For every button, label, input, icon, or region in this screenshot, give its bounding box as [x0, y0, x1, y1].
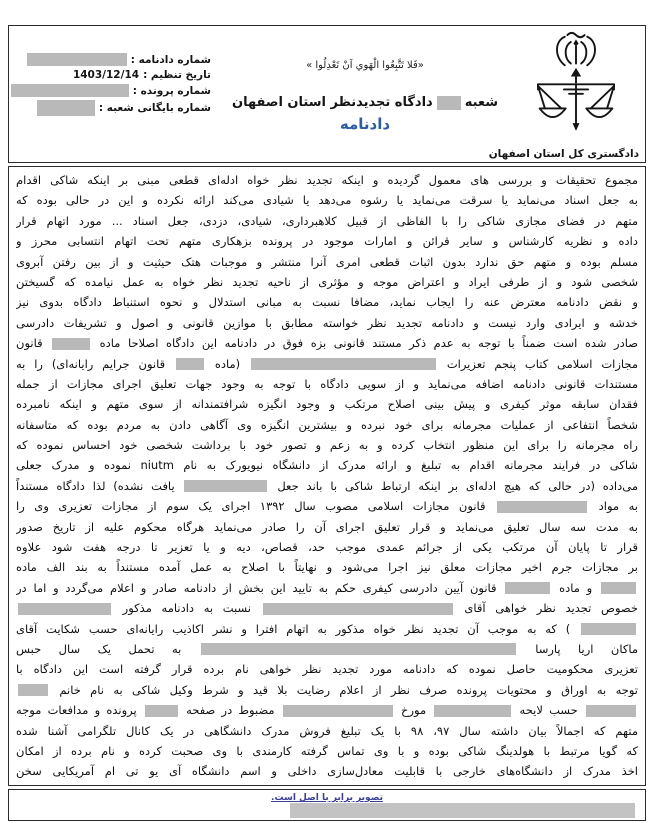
- case-no-label: شماره پرونده :: [132, 84, 211, 97]
- body-line: اخذ مدرک از دانشگاه‌های خارجی با قابلیت معادل‌سازی داخلی و اسم دانشگاه آی یو تی ام آمریکایی سخن: [16, 764, 638, 779]
- body-line: داده و نظریه کارشناس و سایر قرائن و امارات موجود در پرونده بزهکاری متهم تحت اتهام انتسابی محرز و: [16, 234, 638, 249]
- case-no-redaction: [11, 84, 129, 97]
- redaction-box: [601, 582, 636, 594]
- archive-no-redaction: [37, 100, 95, 116]
- quran-verse: «فَلا تَتَّبِعُوا الْهَوي اَنْ تَعْدِلُوا »: [306, 60, 424, 71]
- redaction-box: [251, 358, 436, 370]
- archive-no-label: شماره بایگانی شعبه :: [98, 102, 211, 114]
- body-line: خدشه و ایرادی وارد نیست و دادنامه تجدید نظر خواسته مطابق با موازین قانونی و اصول و تشریفات دادرسی: [16, 315, 638, 330]
- body-line: متهم که اجمالاً بیان داشته سال ۹۷، ۹۸ با یک تبلیغ فروش مدرک دانشگاهی در یک کانال تلگرامی آشنا شده: [16, 723, 638, 738]
- redaction-box: [145, 705, 178, 717]
- body-line: تعزیری محکومیت حاصل نموده که دادنامه مورد تجدید نظر خواهی نام برده قرار گرفته است این دادگاه با: [16, 662, 638, 677]
- redaction-box: [586, 705, 636, 717]
- body-line: فقدان سابقه موثر کیفری و پیش بینی اصلاح مرتکب و وجود انگیزه شرافتمندانه از سوی متهم و اینکه نامبرده: [16, 397, 638, 412]
- judgment-no-label: شماره دادنامه :: [130, 53, 211, 66]
- redaction-box: [18, 684, 48, 696]
- redaction-box: [18, 603, 111, 615]
- redaction-box: [201, 643, 516, 655]
- court-name: دادگاه تجدیدنظر استان اصفهان: [231, 95, 433, 110]
- body-line: به جعل اسناد می‌نماید یا سرقت می‌نماید یا رشوه می‌دهد یا شیادی می‌کند ارائه نکرده و این در حالی بوده که: [16, 193, 638, 208]
- body-line: شاکی در فرایند مجرمانه اقدام به تبلیغ و ارائه مدرک از دانشگاه نیویورک به نام niutm نموده و مدرک جعلی: [16, 458, 638, 473]
- meta-row-archive-no: [9, 100, 211, 116]
- body-line: و ماده قانون آیین دادرسی کیفری حکم به تایید این بخش از دادنامه صادر و اعلام می‌گردد و اما در: [16, 578, 638, 598]
- body-line: حسب لایحه مورخ مضبوط در صفحه پرونده و مدافعات موجه: [16, 700, 638, 720]
- redaction-box: [581, 623, 636, 635]
- meta-row-case-no: [9, 84, 211, 97]
- body-line: خصوص تجدید نظر خواهی آقای نسبت به دادنامه مذکور: [16, 598, 638, 618]
- body-line: متهم در فضای مجازی شاکی را با الفاظی از قبیل کلاهبرداری، شیادی، دزدی، جعل اسناد ... مورد اتهام قرار: [16, 213, 638, 228]
- judiciary-scales-emblem-icon: [529, 128, 623, 147]
- header-box: [8, 25, 646, 163]
- body-line: قرار تا پایان آن مرتکب یکی از جرائم عمدی موجب حد، قصاص، دیه و یا تعزیر تا درجه هفت شود علاوه: [16, 540, 638, 555]
- body-line: و نقض دادنامه معترض عنه را ایجاب نماید، مضافا نسبت به مبانی استدلال و نحوه استنباط دادگاه بدوی نیز: [16, 295, 638, 310]
- redaction-box: [434, 705, 511, 717]
- header-emblem-block: [488, 29, 639, 160]
- redaction-box: [176, 358, 204, 370]
- redaction-box: [497, 501, 587, 513]
- judgment-body-text: [16, 170, 638, 782]
- body-line: توجه به اوراق و محتویات پرونده صرف نظر از اعلام رضایت بلا قید و شرط وکیل شاکی به نام خانم: [16, 680, 638, 700]
- body-line: بر مجازات جرم اخیر مجازات معلق نیز اجرا می‌شود و نهایتاً با اصلاح به عمل آمده مستنداً به بند الف ماده: [16, 560, 638, 575]
- body-box: [8, 166, 646, 786]
- header-meta-block: [9, 53, 211, 119]
- redaction-box: [184, 480, 267, 492]
- body-line: ) که به موجب آن تجدید نظر خواه مذکور به اتهام افترا و نشر اکاذیب رایانه‌ای حسب شکایت آقای: [16, 619, 638, 639]
- body-line: شخصاً انتفاعی از عملیات مجرمانه برای خود نبرده و بیشترین انگیزه وی آگاهی دادن به مردم بوده که متاسفانه: [16, 417, 638, 432]
- meta-row-judgment-no: [9, 53, 211, 66]
- body-line: شخصی شود و از طرفی ایراد و اعتراض موجه و مؤثری از ناحیه تجدید نظر خواه به عمل نیامده که گسیختن: [16, 274, 638, 289]
- judgment-no-redaction: [27, 53, 127, 66]
- meta-row-date: [9, 69, 211, 81]
- date-value: 1403/12/14: [72, 69, 140, 81]
- redaction-box: [263, 603, 453, 615]
- header-center-block: [215, 26, 515, 133]
- org-name: دادگستری کل استان اصفهان: [488, 148, 639, 160]
- body-line: به مواد قانون مجازات اسلامی مصوب سال ۱۳۹۲ اجرای یک سوم از مجازات تعزیری وی را: [16, 499, 638, 514]
- branch-no-redaction: [437, 96, 461, 110]
- body-line: ماکان اریا پارسا به تحمل یک سال حبس: [16, 641, 638, 656]
- redaction-box: [505, 582, 550, 594]
- document: [8, 25, 646, 821]
- body-line: که گویا مرتبط با هولدینگ شاکی بوده و با وی تماس گرفته کارمندی با وی صحبت کرده و نام برده از امکان: [16, 743, 638, 758]
- body-line: مسلم بوده و متهم حق ندارد بدون اثبات قطعی امری آنرا منتشر و موجبات هتک حیثیت و از بین رفتن آبروی: [16, 254, 638, 269]
- body-line: صادر شده است ضمناً با توجه به عدم ذکر مستند قانونی بزه فوق در دادنامه این دادگاه اصلاحا ماده قانون: [16, 336, 638, 351]
- body-line: می‌داده (در حالی که هیچ ادله‌ای بر اینکه ارتباط شاکی با باند جعل یافت نشده) لذا دادگاه مستنداً: [16, 478, 638, 493]
- certified-copy-text: تصویر برابر با اصل است.: [271, 793, 383, 803]
- branch-prefix: شعبه: [464, 95, 499, 110]
- body-line: مجازات اسلامی کتاب پنجم تعزیرات (ماده قانون جرایم رایانه‌ای) را به: [16, 356, 638, 371]
- body-line: راه مجرمانه را برای این منظور انتخاب کرده و به زعم و تصور خود با برداشت شخصی خود احساس نموده که: [16, 438, 638, 453]
- footer-stamp-redaction: [290, 803, 635, 818]
- doc-title: دادنامه: [339, 115, 391, 133]
- date-label: تاریخ تنظیم :: [143, 69, 211, 81]
- redaction-box: [283, 705, 393, 717]
- body-line: مجموع تحقیقات و بررسی های معمول گردیده و اینکه تجدید نظر خواه ادله‌ای قطعی مبنی بر اینکه شاکی اقدام: [16, 173, 638, 187]
- body-line: مستندات قانونی دادنامه اضافه می‌نماید و از سویی دادگاه با توجه به وجود جهات تعلیق اجرای مجازات از جمله: [16, 376, 638, 391]
- redaction-box: [52, 338, 90, 350]
- branch-line: [215, 95, 515, 110]
- body-line: به مدت سه سال تعلیق می‌نماید و قرار تعلیق اجرای آن را صادر می‌نماید هرگاه محکوم علیه از تاریخ صدور: [16, 519, 638, 534]
- footer-box: [8, 789, 646, 821]
